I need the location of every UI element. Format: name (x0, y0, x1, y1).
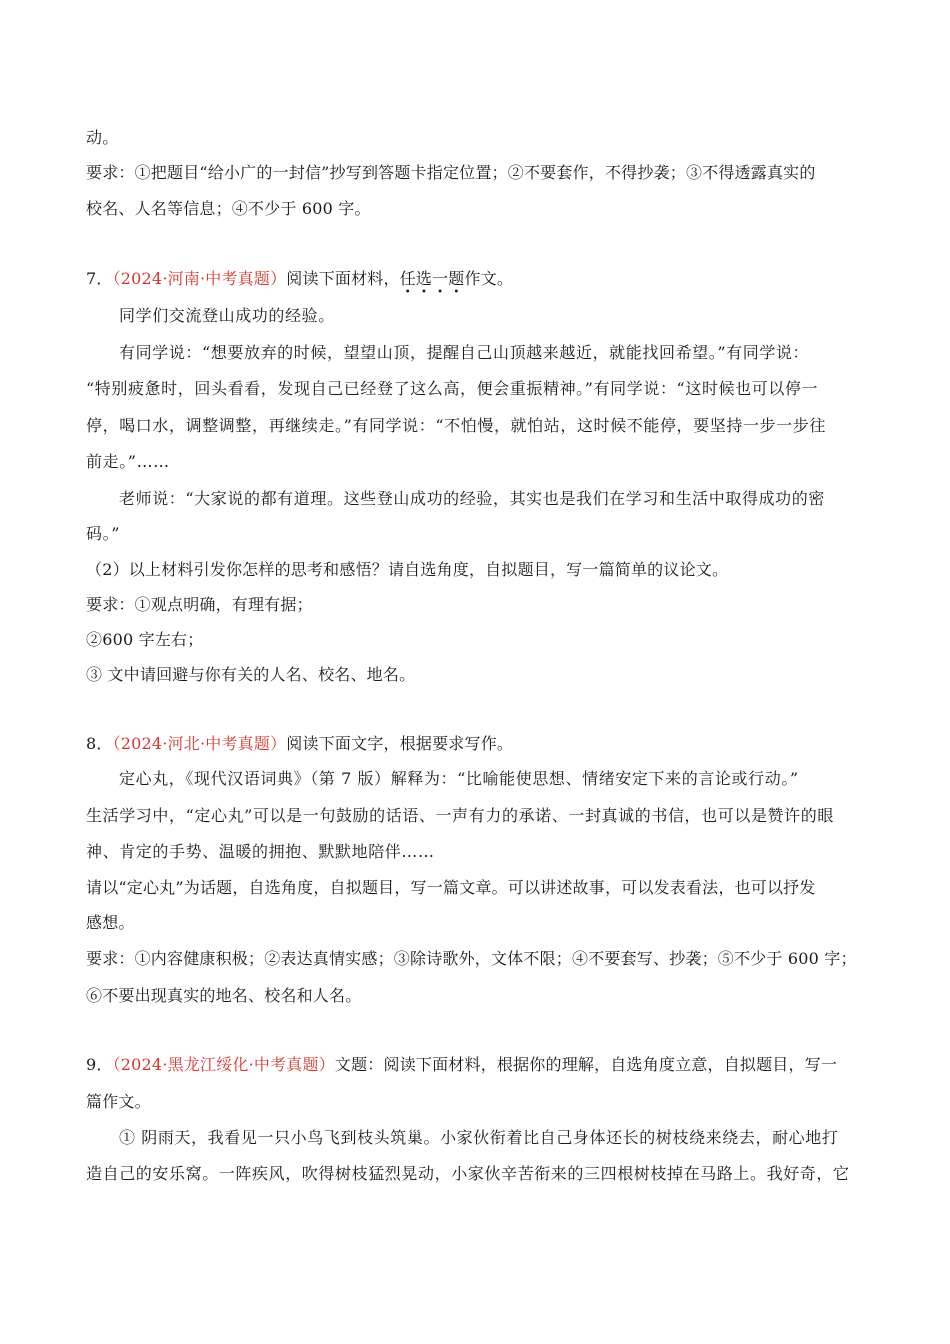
question-prompt-end: 作文。 (464, 269, 514, 288)
question-prompt: 文题：阅读下面材料，根据你的理解，自选角度立意，自拟题目，写一 (334, 1055, 838, 1074)
material-line: 生活学习中，“定心丸”可以是一句鼓励的话语、一声有力的承诺、一封真诚的书信，也可以是赞许的眼 (86, 806, 834, 825)
question-source-tag: （2024·河北·中考真题） (112, 734, 287, 753)
text-line: 动。 (86, 128, 119, 147)
text-line: 请以“定心丸”为话题，自选角度，自拟题目，写一篇文章。可以讲述故事，可以发表看法，也可以抒发 (86, 878, 816, 897)
question-8-heading (86, 733, 513, 755)
text-line: ⑥不要出现真实的地名、校名和人名。 (86, 986, 362, 1005)
emphasis-dots: • • • • (404, 287, 460, 298)
material-line: 神、肯定的手势、温暖的拥抱、默默地陪伴…… (86, 842, 435, 861)
material-line: “特别疲惫时，回头看看，发现自己已经登了这么高，便会重振精神。”有同学说：“这时候也可以停一 (86, 379, 819, 398)
question-number: 7． (86, 269, 113, 288)
text-line: ②600 字左右； (86, 630, 204, 649)
question-source-tag: （2024·黑龙江绥化·中考真题） (112, 1055, 335, 1074)
text-line: 感想。 (86, 913, 135, 932)
text-line: 要求：①内容健康积极；②表达真情实感；③除诗歌外，文体不限；④不要套写、抄袭；⑤不少于 600 字； (86, 949, 857, 968)
question-9-heading (86, 1054, 837, 1076)
question-prompt: 阅读下面材料， (286, 269, 400, 288)
emphasized-text: 任选一题 • • • • (399, 269, 465, 298)
text-line: （2）以上材料引发你怎样的思考和感悟？请自选角度，自拟题目，写一篇简单的议论文。 (86, 560, 729, 579)
text-line: 要求：①把题目“给小广的一封信”抄写到答题卡指定位置；②不要套作，不得抄袭；③不得透露真实的 (86, 163, 816, 182)
material-line: 前走。”…… (86, 452, 170, 471)
material-line: 同学们交流登山成功的经验。 (119, 306, 335, 325)
question-source-tag: （2024·河南·中考真题） (112, 269, 287, 288)
question-number: 8． (86, 734, 113, 753)
material-line: 停，喝口水，调整调整，再继续走。”有同学说：“不怕慢，就怕站，这时候不能停，要坚持一步一步往 (86, 416, 826, 435)
question-prompt: 阅读下面文字，根据要求写作。 (286, 734, 514, 753)
question-number: 9． (86, 1055, 113, 1074)
text-line: 篇作文。 (86, 1092, 151, 1111)
material-line: ① 阴雨天，我看见一只小鸟飞到枝头筑巢。小家伙衔着比自己身体还长的树枝绕来绕去，耐心地打 (119, 1128, 839, 1147)
text-line: ③ 文中请回避与你有关的人名、校名、地名。 (86, 665, 416, 684)
text-line: 校名、人名等信息；④不少于 600 字。 (86, 199, 371, 218)
material-line: 老师说：“大家说的都有道理。这些登山成功的经验，其实也是我们在学习和生活中取得成功的密 (119, 489, 825, 508)
material-line: 定心丸，《现代汉语词典》（第 7 版）解释为：“比喻能使思想、情绪安定下来的言论或行动。” (119, 769, 799, 788)
material-line: 码。” (86, 524, 120, 543)
question-7-heading (86, 268, 514, 298)
text-line: 要求：①观点明确，有理有据； (86, 595, 313, 614)
material-line: 造自己的安乐窝。一阵疾风，吹得树枝猛烈晃动，小家伙辛苦衔来的三四根树枝掉在马路上。我好奇，它 (86, 1164, 850, 1183)
material-line: 有同学说：“想要放弃的时候，望望山顶，提醒自己山顶越来越近，就能找回希望。”有同学说： (119, 343, 810, 362)
